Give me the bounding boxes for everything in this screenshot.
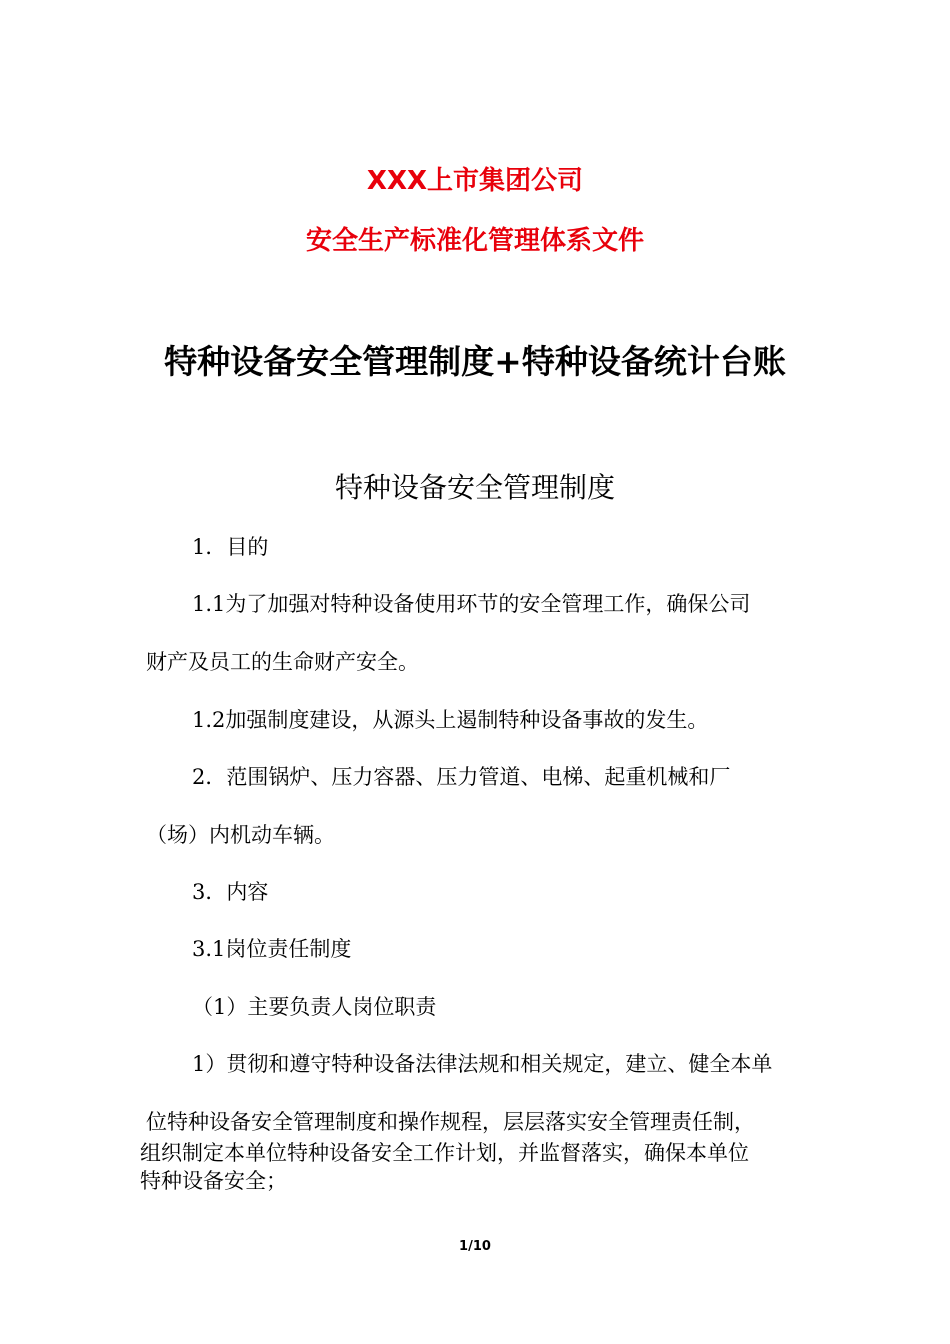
system-title: 安全生产标准化管理体系文件: [305, 226, 644, 256]
document-title: 特种设备安全管理制度+特种设备统计台账: [164, 342, 786, 381]
paragraph-scope-line1: 2．范围锅炉、压力容器、压力管道、电梯、起重机械和厂: [192, 765, 731, 789]
company-name: XXX上市集团公司: [366, 166, 584, 196]
paragraph-duty-1-line3: 组织制定本单位特种设备安全工作计划，并监督落实，确保本单位: [140, 1141, 749, 1165]
page-number: 1/10: [459, 1239, 491, 1254]
paragraph-duty-1-line1: 1）贯彻和遵守特种设备法律法规和相关规定，建立、健全本单: [192, 1052, 773, 1076]
paragraph-purpose: 1．目的: [192, 535, 269, 559]
paragraph-3-1: 3.1岗位责任制度: [192, 937, 352, 961]
paragraph-scope-line2: （场）内机动车辆。: [146, 823, 335, 847]
paragraph-duty-1-line4: 特种设备安全；: [140, 1169, 287, 1193]
paragraph-1-1-line1: 1.1为了加强对特种设备使用环节的安全管理工作，确保公司: [192, 592, 751, 616]
section-title: 特种设备安全管理制度: [334, 471, 615, 504]
paragraph-1-2: 1.2加强制度建设，从源头上遏制特种设备事故的发生。: [192, 708, 709, 732]
paragraph-content: 3．内容: [192, 880, 269, 904]
paragraph-1-1-line2: 财产及员工的生命财产安全。: [146, 650, 419, 674]
paragraph-duty-1-line2: 位特种设备安全管理制度和操作规程，层层落实安全管理责任制，: [146, 1110, 755, 1134]
paragraph-leader-duties: （1）主要负责人岗位职责: [192, 995, 437, 1019]
